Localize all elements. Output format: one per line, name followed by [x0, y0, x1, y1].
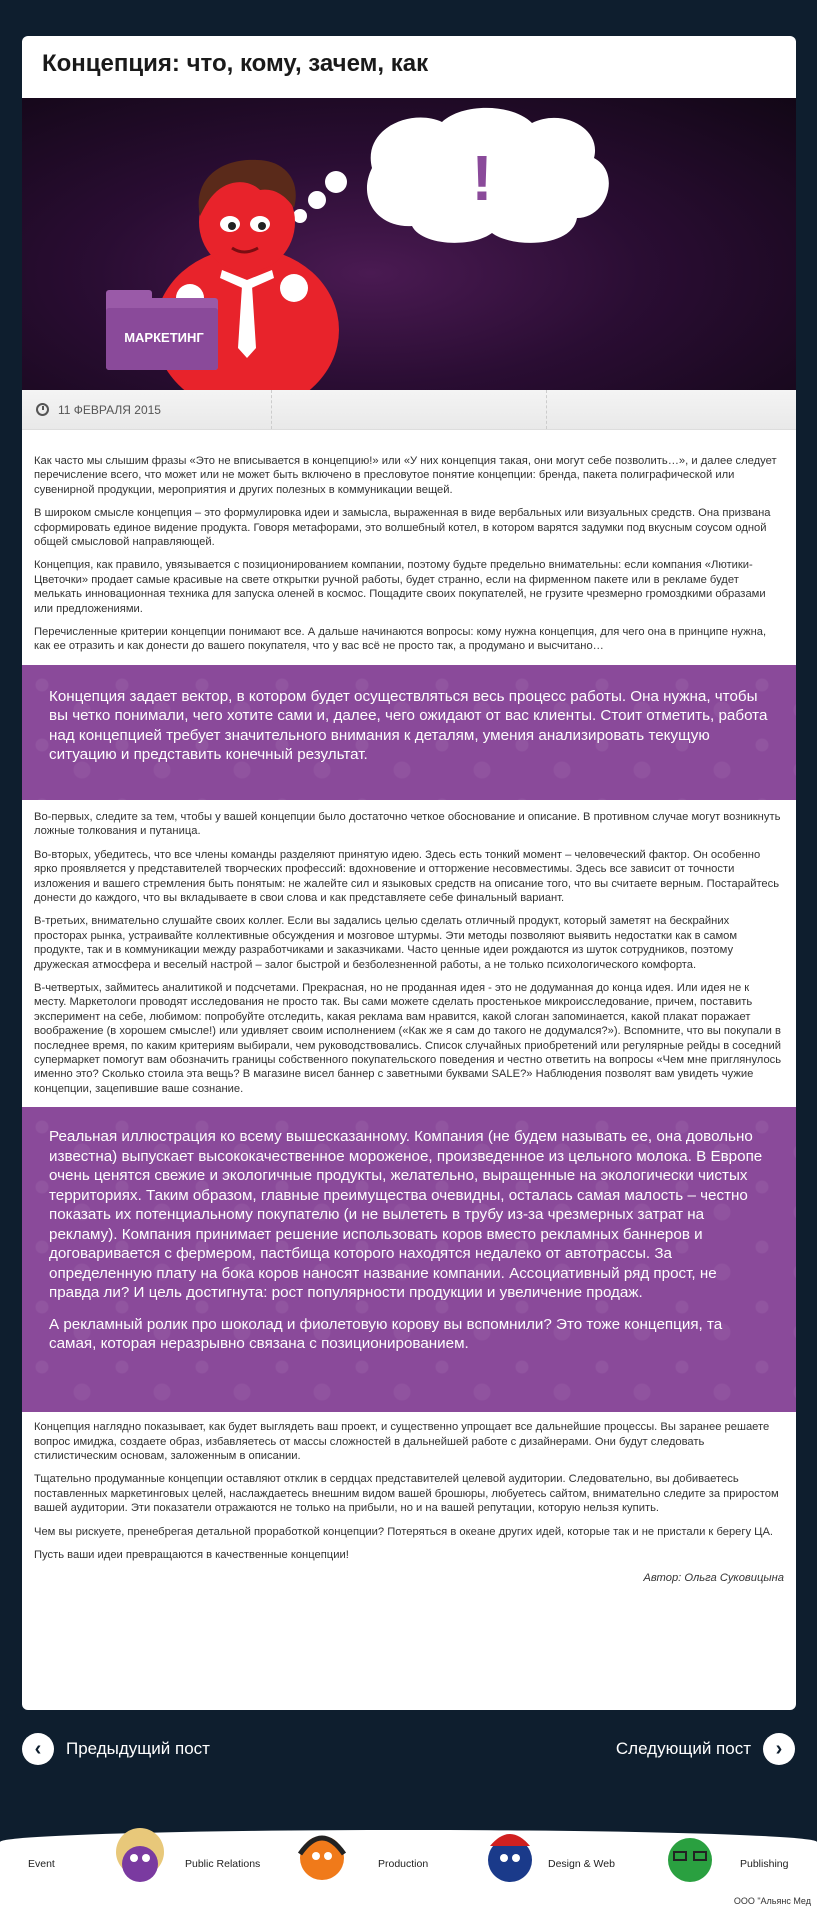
publishing-mascot-icon [660, 1822, 720, 1892]
post-meta-bar [22, 390, 796, 430]
paragraph: В широком смысле концепция – это формулировка идеи и замысла, выраженная в виде вербальных или визуальных средств. Она призвана сформировать единое видение продукта. Говоря метафорами, это волшебный котел, в котором варятся задумки под вкусным соусом одной общей смысловой направляющей. [34, 507, 771, 549]
paragraph: Концепция наглядно показывает, как будет выглядеть ваш проект, и существенно упрощает все дальнейшие процессы. Вы заранее решаете вопрос имиджа, создаете образ, избавляетесь от массы сложностей в дальнейшей работе с дизайнерами. Они будут следовать стилистическим основам, заложенным в описании. [34, 1421, 770, 1462]
post-date: 11 ФЕВРАЛЯ 2015 [58, 402, 161, 417]
post-title: Концепция: что, кому, зачем, как [42, 50, 429, 77]
paragraph: Как часто мы слышим фразы «Это не вписывается в концепцию!» или «У них концепция такая, они могут себе позволить…», и далее следует перечисление всего, что может или не может быть включено в пресловутое понятие концепции: бренда, пакета полиграфической или сувенирной продукции, мероприятия и других полезных в коммуникации вещей. [34, 455, 777, 496]
paragraph: В-четвертых, займитесь аналитикой и подсчетами. Прекрасная, но не проданная идея - это не додуманная до конца идея. Или идея не к месту. Маркетологи проводят исследования не просто так. Вы сами можете сделать простенькое микроисследование, причем, поставить эксперимент на себе, любимом: попробуйте отследить, какая реклама вам нравится, какой слоган запоминается, какой плакат поражает воображение (в хорошем смысле!) или удивляет своим исполнением («Как же я сам до такого не додумался?»). Вспомните, что вы покупали в последнее время, по каким критериям выбирали, чем руководствовались. Список случайных приобретений или регулярные рейды в соседний супермаркет помогут вам обозначить границы собственного покупательского поведения и честно ответить на вопросы «Чем мне приглянулось именно это? Сколько стоила эта вещь? В магазине висел баннер с заветными буквами SALE?» Наблюдения позволят вам увидеть чужие концепции, зацепившие ваше сознание. [34, 981, 782, 1095]
quote-text: А рекламный ролик про шоколад и фиолетовую корову вы вспомнили? Это тоже концепция, та самая, которая неразрывно связана с позиционированием. [49, 1315, 723, 1353]
paragraph: Концепция, как правило, увязывается с позиционированием компании, поэтому будьте предельно внимательны: если компания «Лютики-Цветочки» продает самые красивые на свете открытки ручной работы, будет странно, если на фирменном пакете или в рекламе будет мелькать инновационная техника для запуска оленей в космос. Пощадите своих покупателей, не грузите чрезмерно громоздкими образами или предложениями. [34, 559, 766, 615]
highlight-quote [22, 665, 796, 800]
paragraph: Чем вы рискуете, пренебрегая детальной проработкой концепции? Потеряться в океане других идей, которые так и не пристали к берегу ЦА. [34, 1525, 774, 1538]
next-post-label[interactable]: Следующий пост [615, 1739, 751, 1758]
meta-cell-empty [272, 390, 547, 429]
date-cell [22, 390, 272, 429]
paragraph: Во-вторых, убедитесь, что все члены команды разделяют принятую идею. Здесь есть тонкий момент – человеческий фактор. Он особенно ярко проявляется у представителей творческих профессий: вдохновение и отторжение несовместимы. Здесь все зависит от точности изложения и вашего стремления быть понятым: не жалейте сил и языковых средств на описание того, что вы считаете верным. Постарайтесь донести до каждого, что вы вкладываете в свои слова и как представляете себе финальный вариант. [34, 848, 780, 904]
marketing-mascot-illustration [22, 98, 796, 390]
quote-text: Реальная иллюстрация ко всему вышесказанному. Компания (не будем называть ее, она довольно известна) выпускает высококачественное мороженое, произведенное из цельного молока. В Европе очень ценятся свежие и экологичные продукты, желательно, выращенные на экологически чистых территориях. Таким образом, главные преимущества очевидны, осталась самая малость – честно показать их потенциальному покупателю (и не вылететь в трубу из-за чрезмерных затрат на рекламу). Компания принимает решение использовать коров вместо рекламных баннеров и договаривается с фермером, пастбища которого находятся недалеко от автотрассы. За определенную плату на бока коров наносят название компании. Ассоциативный ряд прост, не правда ли? И цель достигнута: рост популярности продукции и увеличение продаж. [49, 1128, 763, 1302]
paragraph: Тщательно продуманные концепции оставляют отклик в сердцах представителей целевой аудитории. Следовательно, вы добиваетесь поставленных маркетинговых целей, наслаждаетесь внешним видом вашей брошюры, любуетесь сайтом, внимательно следите за приростом вашей аудитории. Эти показатели отражаются не только на прибыли, но и на вашей репутации, которую нельзя купить. [34, 1473, 779, 1515]
copyright: ООО "Альянс Мед [733, 1896, 811, 1906]
post-body [22, 430, 796, 1586]
quote-text: Концепция задает вектор, в котором будет осуществляться весь процесс работы. Она нужна, чтобы вы четко понимали, чего хотите сами и, далее, чего ожидают от вас клиенты. Стоит отметить, работа над концепцией требует значительного внимания к деталям, умения анализировать текущую ситуацию и представить конечный результат. [49, 687, 768, 764]
next-post-link[interactable] [616, 1733, 795, 1765]
hero-illustration [22, 98, 796, 390]
footer-item-public-relations[interactable]: Public Relations [185, 1858, 261, 1870]
hero-badge: МАРКЕТИНГ [124, 330, 204, 345]
footer-item-design-web[interactable]: Design & Web [548, 1858, 615, 1870]
footer-item-production[interactable]: Production [378, 1858, 429, 1870]
meta-cell-empty [547, 390, 796, 429]
footer-services-bar [0, 1830, 817, 1912]
clock-icon [36, 403, 49, 416]
footer-item-event[interactable]: Event [28, 1858, 55, 1870]
hero-exclaim: ! [471, 142, 493, 214]
paragraph: Пусть ваши идеи превращаются в качественные концепции! [34, 1549, 349, 1562]
paragraph: Во-первых, следите за тем, чтобы у вашей концепции было достаточно четкое обоснование и описание. В противном случае могут возникнуть ложные толкования и путаница. [34, 810, 781, 838]
paragraph: Перечисленные критерии концепции понимают все. А дальше начинаются вопросы: кому нужна концепция, для чего она в принципе нужна, как ее отразить и как донести до вашего покупателя, что у вас всё не просто так, а продумано и высчитано… [34, 626, 767, 653]
chevron-right-icon[interactable]: › [763, 1733, 795, 1765]
prev-post-label[interactable]: Предыдущий пост [66, 1739, 210, 1758]
chevron-left-icon[interactable]: ‹ [22, 1733, 54, 1765]
event-mascot-icon [110, 1822, 170, 1892]
highlight-quote [22, 1107, 796, 1412]
production-mascot-icon [292, 1822, 352, 1892]
post-author: Автор: Ольга Суковицына [643, 1572, 784, 1585]
paragraph: В-третьих, внимательно слушайте своих коллег. Если вы задались целью сделать отличный продукт, который заметят на бескрайних просторах рынка, устраивайте коллективные обсуждения и мозговое штурмы. Эти методы позволяют выявить недостатки как в самом продукте, так и в коммуникации между разработчиками и заказчиками. Часто ценные идеи рождаются из шуток сотрудников, поэтому дружеская атмосфера и веселый настрой – залог быстрой и безболезненной работы, а не только психологического комфорта. [34, 915, 738, 971]
footer-item-publishing[interactable]: Publishing [740, 1858, 789, 1870]
prev-post-link[interactable] [22, 1733, 210, 1765]
design-web-mascot-icon [480, 1822, 540, 1892]
post-card [22, 36, 796, 1710]
